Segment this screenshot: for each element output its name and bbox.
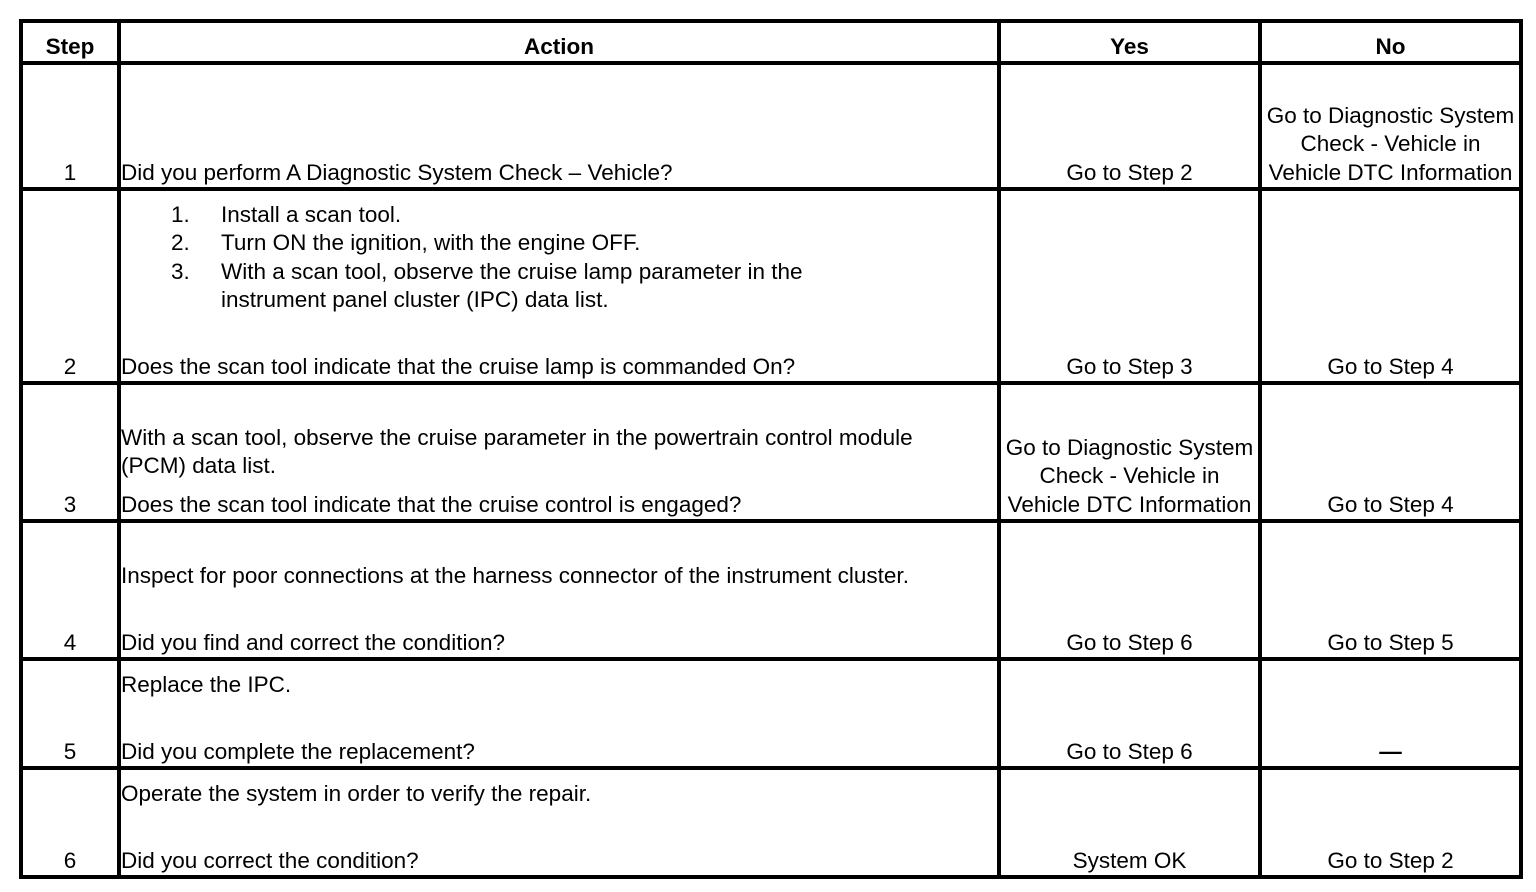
- diagnostic-table: [19, 19, 1523, 879]
- table-row: [21, 189, 1521, 383]
- action-cell: [119, 768, 999, 877]
- step-number: 1: [21, 63, 119, 189]
- question-text: Did you correct the condition?: [121, 847, 419, 873]
- header-step: Step: [21, 21, 119, 63]
- action-cell: [119, 659, 999, 768]
- question-text: Did you find and correct the condition?: [121, 629, 505, 655]
- list-item: [171, 229, 997, 258]
- no-result: Go to Step 4: [1260, 383, 1521, 521]
- no-result: Go to Diagnostic System Check - Vehicle in Vehicle DTC Information: [1260, 63, 1521, 189]
- yes-result: Go to Diagnostic System Check - Vehicle in Vehicle DTC Information: [999, 383, 1260, 521]
- list-number: 1.: [171, 201, 190, 227]
- action-text: With a scan tool, observe the cruise parameter in the powertrain control module (PCM) data list.: [121, 424, 913, 478]
- list-number: 2.: [171, 230, 190, 255]
- action-text: Operate the system in order to verify the repair.: [121, 781, 592, 806]
- table-row: [21, 383, 1521, 521]
- list-text: Install a scan tool.: [221, 201, 402, 227]
- no-result: —: [1260, 659, 1521, 768]
- question-text: Does the scan tool indicate that the cruise lamp is commanded On?: [121, 353, 796, 379]
- step-number: 4: [21, 521, 119, 659]
- table-row: [21, 521, 1521, 659]
- action-cell: [119, 63, 999, 189]
- procedure-list: [121, 201, 997, 315]
- header-yes: Yes: [999, 21, 1260, 63]
- yes-result: Go to Step 2: [999, 63, 1260, 189]
- step-number: 5: [21, 659, 119, 768]
- action-text: Inspect for poor connections at the harness connector of the instrument cluster.: [121, 563, 909, 588]
- action-text: Replace the IPC.: [121, 672, 292, 697]
- list-text: Turn ON the ignition, with the engine OFF.: [221, 230, 641, 255]
- list-number: 3.: [171, 258, 190, 284]
- header-row: [21, 21, 1521, 63]
- question-text: Does the scan tool indicate that the cruise control is engaged?: [121, 491, 742, 517]
- action-cell: [119, 521, 999, 659]
- yes-result: Go to Step 6: [999, 521, 1260, 659]
- action-cell: [119, 189, 999, 383]
- question-text: Did you complete the replacement?: [121, 738, 475, 764]
- yes-result: System OK: [999, 768, 1260, 877]
- table-row: [21, 659, 1521, 768]
- table-row: [21, 63, 1521, 189]
- step-number: 2: [21, 189, 119, 383]
- no-result: Go to Step 5: [1260, 521, 1521, 659]
- action-text: Did you perform A Diagnostic System Check – Vehicle?: [121, 159, 673, 185]
- list-item: [171, 201, 997, 230]
- header-action: Action: [119, 21, 999, 63]
- action-cell: [119, 383, 999, 521]
- yes-result: Go to Step 6: [999, 659, 1260, 768]
- list-item: [171, 258, 997, 315]
- table-row: [21, 768, 1521, 877]
- step-number: 6: [21, 768, 119, 877]
- header-no: No: [1260, 21, 1521, 63]
- list-text: With a scan tool, observe the cruise lamp parameter in the instrument panel cluster (IPC) data list.: [221, 258, 803, 312]
- yes-result: Go to Step 3: [999, 189, 1260, 383]
- step-number: 3: [21, 383, 119, 521]
- no-result: Go to Step 2: [1260, 768, 1521, 877]
- no-result: Go to Step 4: [1260, 189, 1521, 383]
